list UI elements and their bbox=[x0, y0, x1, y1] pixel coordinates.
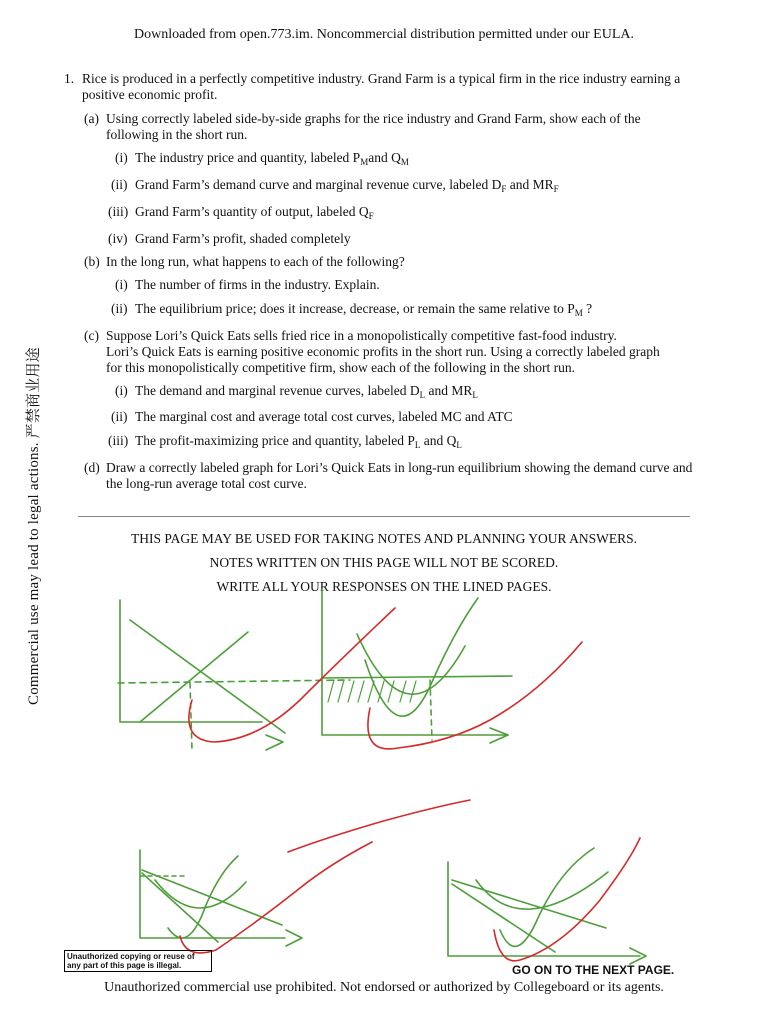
part-c-line3: for this monopolistically competitive firm, show each of the following in the short run. bbox=[106, 360, 576, 375]
part-d-line1: Draw a correctly labeled graph for Lori’s Quick Eats in long-run equilibrium showing the demand curve and bbox=[106, 460, 693, 475]
c-axes bbox=[140, 850, 285, 938]
part-b-text: In the long run, what happens to each of the following? bbox=[106, 254, 405, 269]
hw-d: D bbox=[270, 709, 287, 734]
part-b-i-num: (i) bbox=[115, 277, 128, 292]
hw-d-p: P bbox=[422, 840, 437, 868]
part-c-i-num: (i) bbox=[115, 383, 128, 398]
hw-pm: Pm bbox=[86, 676, 118, 700]
hw-mc: MC bbox=[474, 593, 506, 617]
c-atc-curve bbox=[155, 880, 246, 908]
pm-dashed-line bbox=[118, 680, 350, 683]
part-a-i-num: (i) bbox=[115, 150, 128, 165]
part-a-line2: following in the short run. bbox=[106, 127, 248, 142]
part-c-iii-num: (iii) bbox=[108, 433, 129, 448]
hw-b-answer: b: enter, because they are earning positive economic proft, bbox=[62, 823, 758, 858]
hw-d-label: d: bbox=[370, 889, 404, 929]
part-a-iii-text: Grand Farm’s quantity of output, labeled $Q_F$ bbox=[135, 204, 374, 221]
market-q-arrow bbox=[266, 735, 283, 750]
hw-qm: Qm bbox=[182, 754, 214, 775]
part-c-line2: Lori’s Quick Eats is earning positive economic profits in the short run. Using a correctly labeled graph bbox=[106, 344, 660, 359]
hw-q2: Q bbox=[516, 753, 540, 788]
profit-shading bbox=[328, 680, 416, 702]
part-a-i-text: The industry price and quantity, labeled $P_Mand$ $Q_M$ bbox=[135, 150, 409, 167]
hw-c-p: P bbox=[114, 846, 125, 867]
part-c-ii-text: The marginal cost and average total cost curves, labeled MC and ATC bbox=[135, 409, 513, 424]
hw-c-mc: MC bbox=[222, 851, 247, 870]
part-d-line2: the long-run average total cost curve. bbox=[106, 476, 307, 491]
hw-pl: PL bbox=[112, 875, 131, 894]
part-b-i-text: The number of firms in the industry. Explain. bbox=[135, 277, 380, 292]
market-demand-curve bbox=[130, 620, 285, 733]
red-correction-3 bbox=[288, 800, 470, 852]
hw-d-mr: MR bbox=[530, 947, 555, 966]
question-intro-line2: positive economic profit. bbox=[82, 87, 218, 102]
part-c-i-text: The demand and marginal revenue curves, labeled $D_L$ and $MR_L$ bbox=[135, 383, 478, 400]
hw-s: S bbox=[248, 608, 268, 643]
part-a-iii-num: (iii) bbox=[108, 204, 129, 219]
firm-axes bbox=[322, 590, 508, 735]
part-c-label: (c) bbox=[84, 328, 99, 343]
hw-d-mcatc: MC ATC bbox=[568, 841, 644, 865]
c-demand-curve bbox=[142, 870, 282, 925]
qm-dashed-line bbox=[190, 683, 192, 750]
hw-c-label: C: bbox=[68, 885, 100, 920]
part-a-iv-num: (iv) bbox=[108, 231, 128, 246]
notes-line-2: NOTES WRITTEN ON THIS PAGE WILL NOT BE SCORED. bbox=[209, 555, 559, 570]
part-b-ii-text: The equilibrium price; does it increase, decrease, or remain the same relative to $P_M$ ? bbox=[135, 301, 593, 318]
hw-dl: DL bbox=[256, 904, 276, 922]
question-intro-line1: Rice is produced in a perfectly competitive industry. Grand Farm is a typical firm in the rice industry earning a bbox=[82, 71, 681, 86]
side-watermark: Commercial use may lead to legal actions. 严禁商业用途 bbox=[26, 347, 42, 705]
firm-demand-line bbox=[322, 676, 512, 678]
hw-mrl: MRL bbox=[218, 938, 250, 956]
part-d-label: (d) bbox=[84, 460, 100, 475]
hw-c-atc: ATC bbox=[240, 875, 271, 894]
notes-line-1: THIS PAGE MAY BE USED FOR TAKING NOTES AND PLANNING YOUR ANSWERS. bbox=[131, 531, 637, 546]
red-correction-2 bbox=[368, 642, 582, 749]
footer-notice: Unauthorized commercial use prohibited. Not endorsed or authorized by Collegeboard or its agents. bbox=[104, 980, 664, 995]
go-on-notice: GO ON TO THE NEXT PAGE. bbox=[512, 963, 675, 977]
part-a-label: (a) bbox=[84, 111, 99, 126]
download-header: Downloaded from open.773.im. Noncommercial distribution permitted under our EULA. bbox=[133, 27, 634, 42]
hw-d-d: D bbox=[604, 922, 618, 943]
part-c-ii-num: (ii) bbox=[111, 409, 128, 424]
hw-p1: P bbox=[96, 576, 115, 611]
market-supply-curve bbox=[140, 632, 248, 722]
hw-p2: P bbox=[290, 586, 305, 614]
hw-qf: QF bbox=[418, 754, 451, 782]
copy-warning-box: Unauthorized copying or reuse of any part of this page is illegal. bbox=[64, 950, 212, 972]
hw-market: Market bbox=[148, 778, 232, 806]
hw-d-q: Q bbox=[642, 940, 661, 968]
d-demand-curve bbox=[452, 880, 606, 928]
d-mc-curve bbox=[500, 848, 594, 946]
hw-c-q: Q bbox=[292, 931, 308, 955]
part-a-line1: Using correctly labeled side-by-side graphs for the rice industry and Grand Farm, show each of the bbox=[106, 111, 641, 126]
firm-mc-curve bbox=[365, 598, 478, 716]
part-b-ii-num: (ii) bbox=[111, 301, 128, 316]
part-a-iv-text: Grand Farm’s profit, shaded completely bbox=[135, 231, 351, 246]
part-a-ii-text: Grand Farm’s demand curve and marginal revenue curve, labeled $D_F$ and $MR_F$ bbox=[135, 177, 559, 194]
part-a-ii-num: (ii) bbox=[111, 177, 128, 192]
hw-q1: Q bbox=[282, 752, 305, 785]
part-c-iii-text: The profit-maximizing price and quantity, labeled $P_L$ and $Q_L$ bbox=[135, 433, 462, 450]
d-mr-curve bbox=[452, 884, 555, 952]
question-number: 1. bbox=[64, 71, 75, 86]
part-b-label: (b) bbox=[84, 254, 100, 269]
hw-atc: ATC bbox=[482, 623, 521, 647]
c-q-arrow bbox=[286, 930, 302, 946]
d-atc-curve bbox=[476, 872, 608, 909]
c-mc-curve bbox=[168, 856, 238, 938]
notes-line-3: WRITE ALL YOUR RESPONSES ON THE LINED PAGES. bbox=[216, 579, 552, 594]
hw-df: DF=MRF bbox=[516, 669, 611, 694]
part-c-line1: Suppose Lori’s Quick Eats sells fried rice in a monopolistically competitive fast-food industry. bbox=[106, 328, 617, 343]
